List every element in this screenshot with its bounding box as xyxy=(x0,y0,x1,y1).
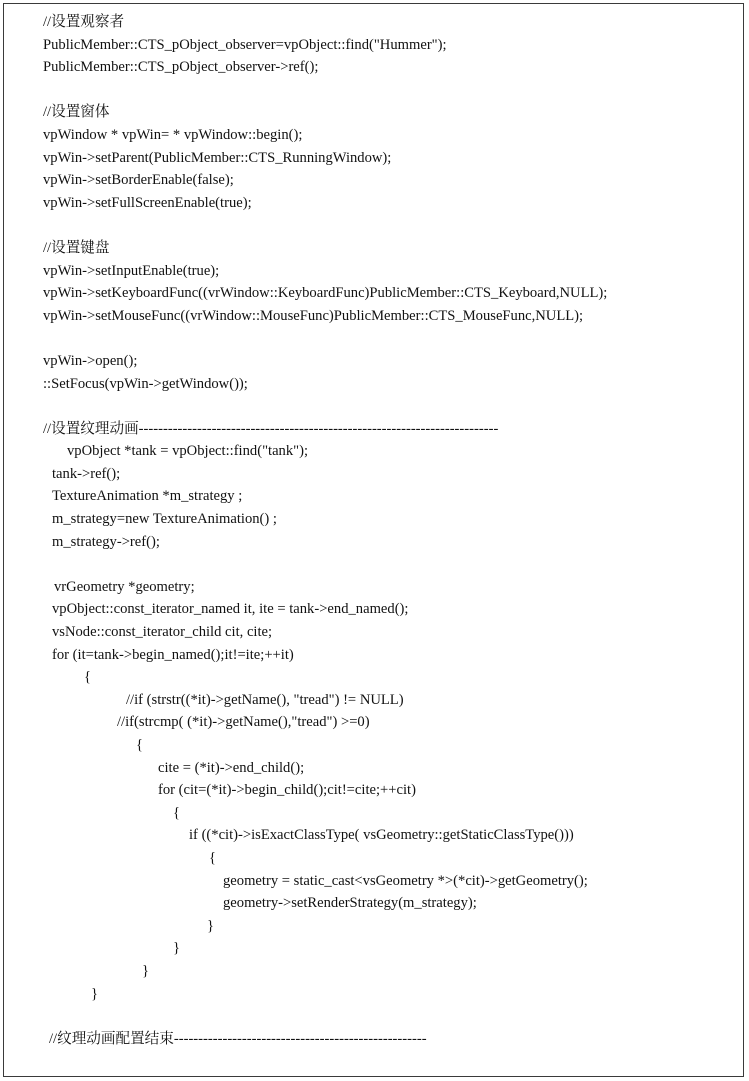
code-line: cite = (*it)->end_child(); xyxy=(158,759,305,776)
code-line: } xyxy=(142,962,150,979)
code-line: //if (strstr((*it)->getName(), "tread") != NULL) xyxy=(126,691,404,708)
code-line: { xyxy=(136,737,144,753)
code-line: //纹理动画配置结束---------------------------------------------------- xyxy=(49,1030,427,1047)
code-line: for (it=tank->begin_named();it!=ite;++it) xyxy=(52,646,294,663)
code-line: vpWindow * vpWin= * vpWindow::begin(); xyxy=(43,126,303,143)
code-line: { xyxy=(173,804,181,821)
code-line: TextureAnimation *m_strategy ; xyxy=(52,488,243,505)
code-line: { xyxy=(209,849,217,866)
code-line xyxy=(4,553,743,576)
code-line: //设置纹理动画-------------------------------------------------------------------------- xyxy=(43,420,499,437)
code-line: if ((*cit)->isExactClassType( vsGeometry::getStaticClassType())) xyxy=(189,827,574,844)
code-line: vpWin->setInputEnable(true); xyxy=(43,262,220,279)
code-line: vrGeometry *geometry; xyxy=(54,578,195,595)
code-line: vpWin->setBorderEnable(false); xyxy=(43,172,234,189)
code-line: geometry = static_cast<vsGeometry *>(*cit)->getGeometry(); xyxy=(223,872,588,889)
code-line: PublicMember::CTS_pObject_observer=vpObject::find("Hummer"); xyxy=(43,36,447,53)
code-line: for (cit=(*it)->begin_child();cit!=cite;++cit) xyxy=(158,782,416,799)
code-line xyxy=(4,79,743,102)
code-line: geometry->setRenderStrategy(m_strategy); xyxy=(223,895,477,912)
code-listing-box xyxy=(3,3,744,1077)
code-line xyxy=(4,395,743,418)
code-line: m_strategy=new TextureAnimation() ; xyxy=(52,511,277,528)
code-line: } xyxy=(173,940,181,957)
code-line: vpWin->setKeyboardFunc((vrWindow::KeyboardFunc)PublicMember::CTS_Keyboard,NULL); xyxy=(43,285,608,302)
code-line xyxy=(4,214,743,237)
code-line: vpObject *tank = vpObject::find("tank"); xyxy=(67,443,309,460)
code-line: tank->ref(); xyxy=(52,465,121,482)
code-line: PublicMember::CTS_pObject_observer->ref(); xyxy=(43,59,319,76)
code-line: //设置窗体 xyxy=(43,104,110,121)
code-line: vpWin->setParent(PublicMember::CTS_RunningWindow); xyxy=(43,149,392,166)
code-block xyxy=(4,11,743,1076)
code-line: //设置键盘 xyxy=(43,239,110,256)
code-line: m_strategy->ref(); xyxy=(52,533,160,550)
code-line: vpWin->open(); xyxy=(43,352,138,369)
code-line: } xyxy=(207,917,215,934)
code-line: } xyxy=(91,985,99,1002)
code-line: { xyxy=(84,669,92,686)
code-line: vpWin->setMouseFunc((vrWindow::MouseFunc)PublicMember::CTS_MouseFunc,NULL); xyxy=(43,307,584,324)
code-line: ::SetFocus(vpWin->getWindow()); xyxy=(43,375,248,392)
code-line xyxy=(4,1005,743,1028)
code-line: vsNode::const_iterator_child cit, cite; xyxy=(52,624,273,641)
code-line: vpWin->setFullScreenEnable(true); xyxy=(43,194,252,211)
code-line: //if(strcmp( (*it)->getName(),"tread") >=0) xyxy=(117,714,370,731)
code-line: vpObject::const_iterator_named it, ite = tank->end_named(); xyxy=(52,601,409,618)
code-line: //设置观察者 xyxy=(43,14,125,30)
code-line xyxy=(4,327,743,350)
